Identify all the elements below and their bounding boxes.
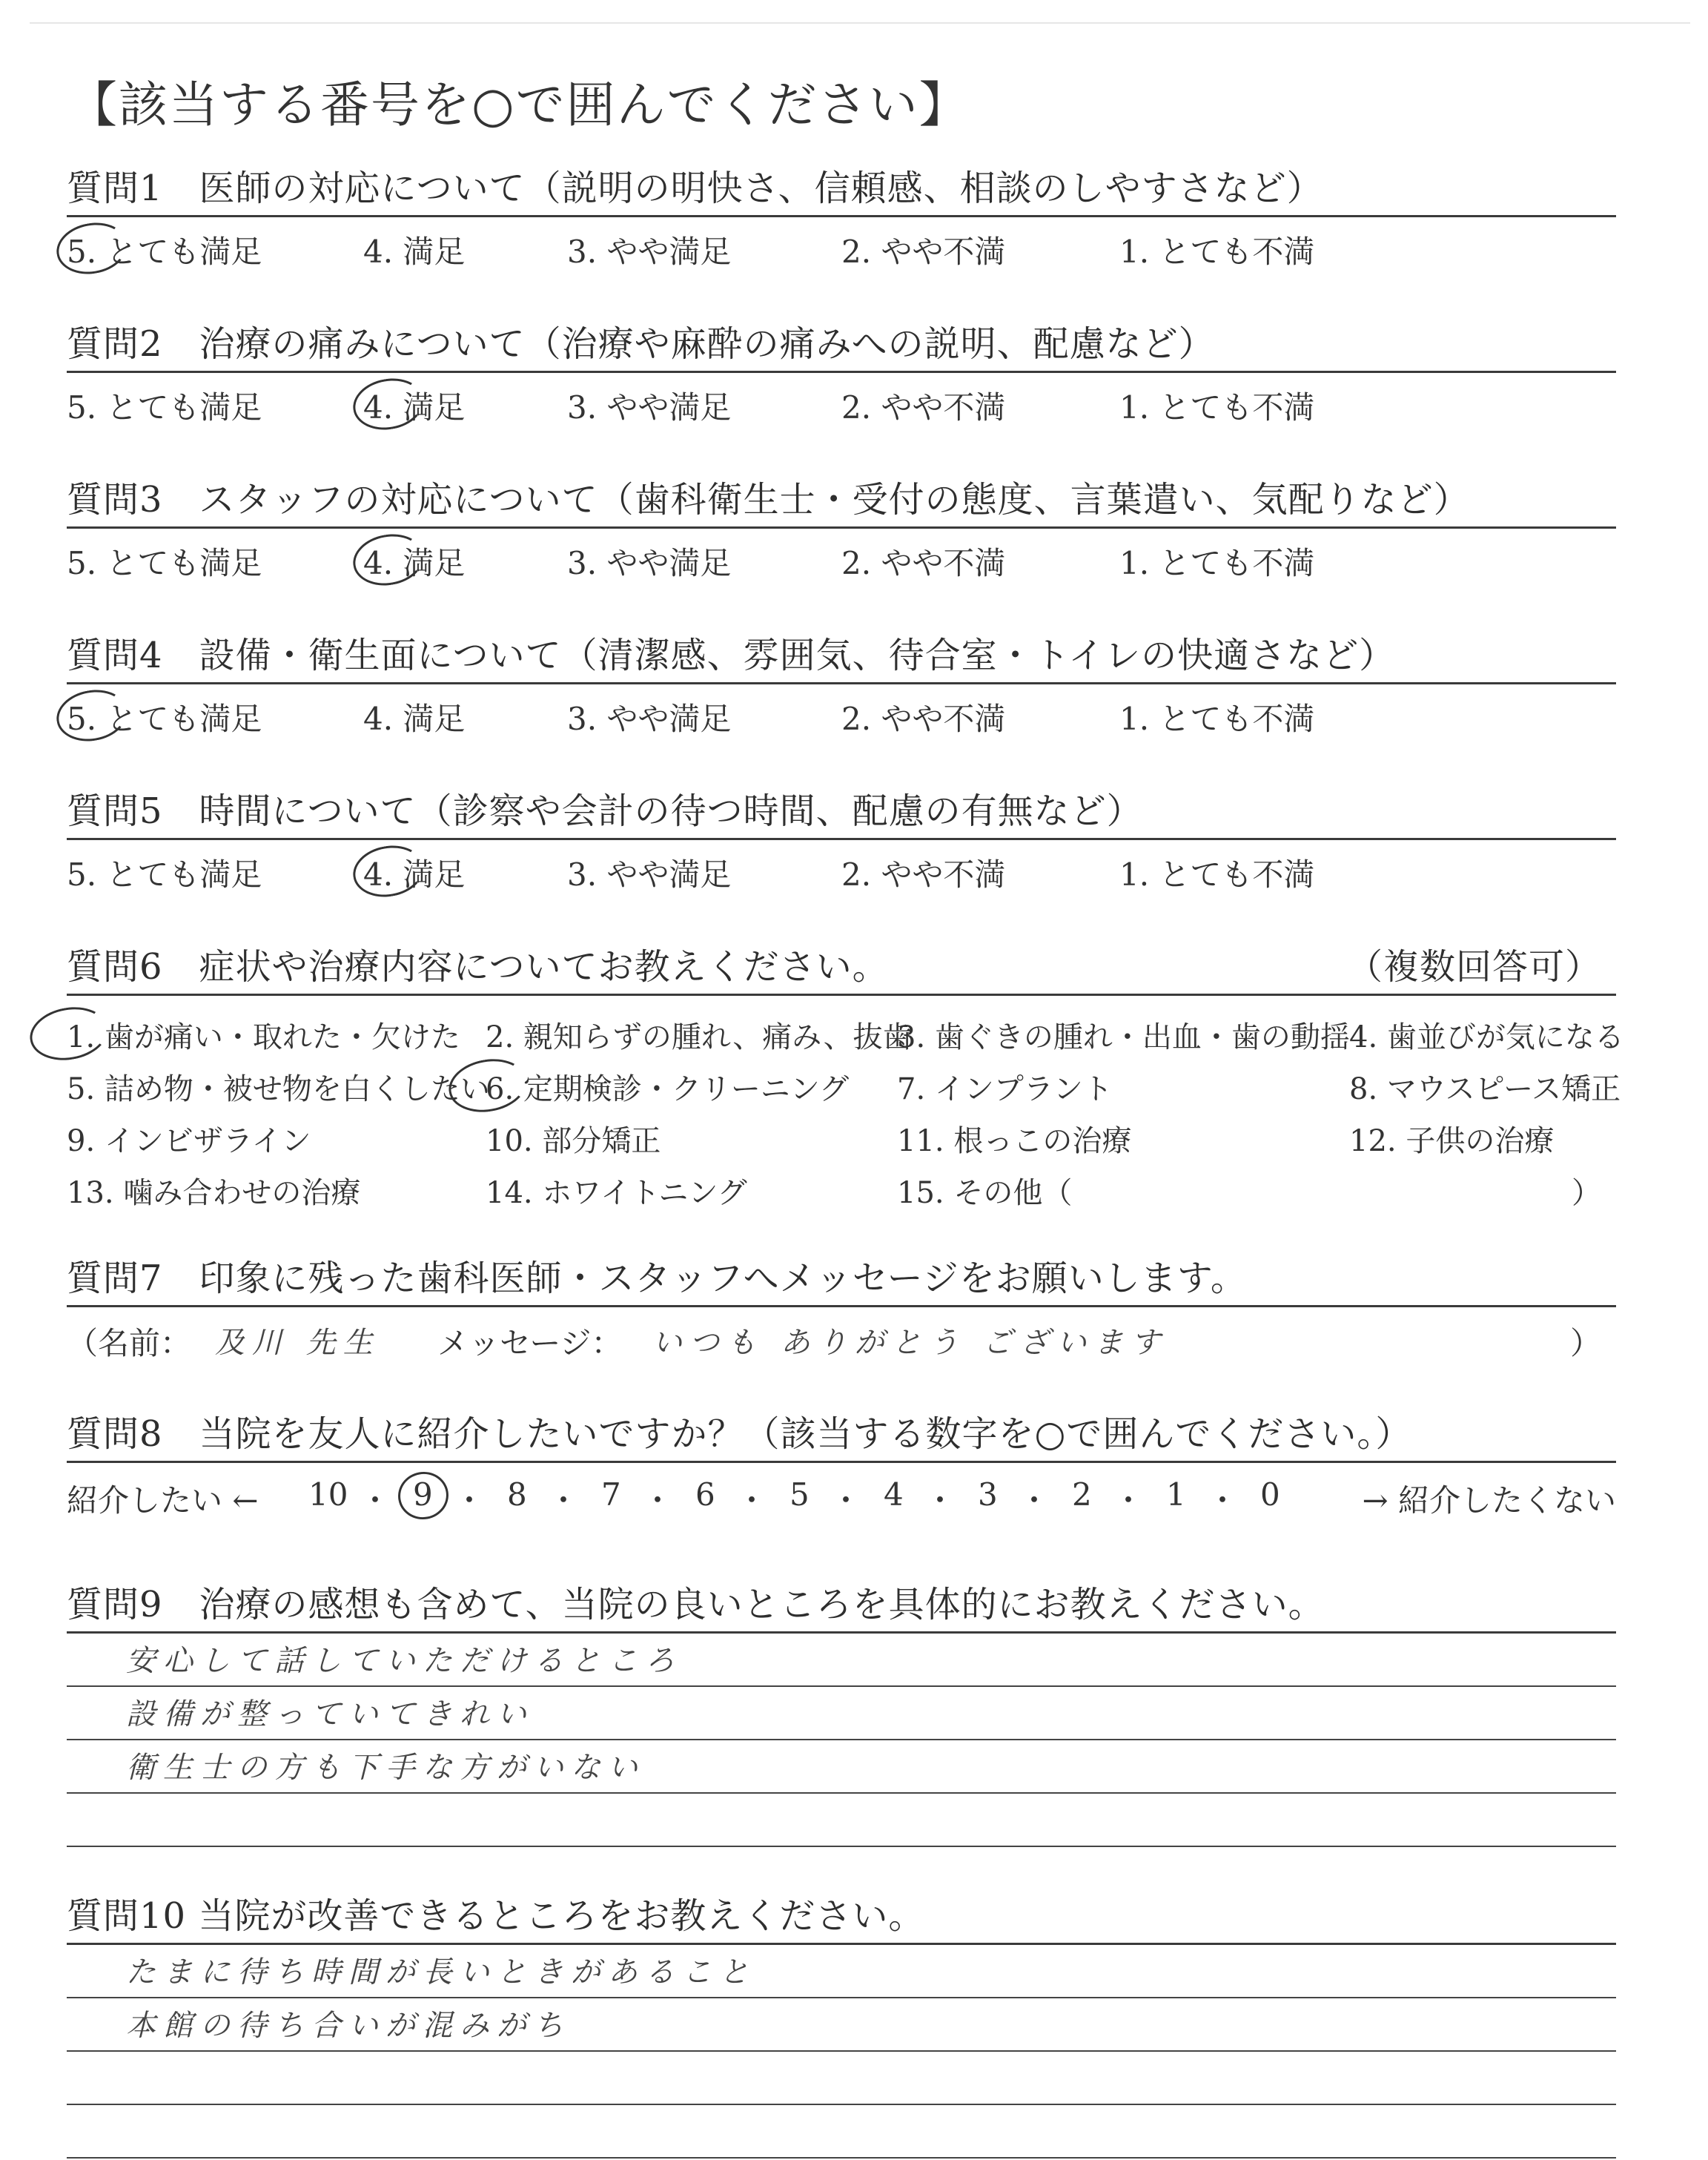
name-label: （名前： (67, 1325, 192, 1361)
question-9-title: 質問9 治療の感想も含めて、当院の良いところを具体的にお教えください。 (67, 1584, 1325, 1625)
message-close-paren: ） (1569, 1325, 1601, 1361)
answer-text: たまに待ち時間が長いときがあること (126, 1955, 756, 1989)
answer-text: 安心して話していただけるところ (126, 1644, 682, 1678)
rating-option[interactable]: 4. 満足 (363, 234, 466, 270)
scale-left-label: 紹介したい ← (67, 1482, 259, 1519)
answer-line[interactable] (67, 1998, 1616, 2052)
question-9 (67, 1576, 1616, 1847)
rating-option[interactable]: 3. やや満足 (567, 545, 732, 581)
rating-option[interactable]: 4. 満足 (363, 545, 466, 581)
answer-text: 衛生士の方も下手な方がいない (126, 1751, 645, 1785)
rating-option[interactable]: 2. やや不満 (841, 545, 1006, 581)
rating-option[interactable]: 3. やや満足 (567, 856, 732, 893)
question-6 (67, 938, 1624, 1236)
question-2 (67, 315, 1616, 428)
rating-option[interactable]: 2. やや不満 (841, 701, 1006, 737)
other-close-paren: ） (1572, 1176, 1601, 1210)
message-value[interactable]: いつも ありがとう ございます (652, 1326, 1168, 1360)
symptom-option[interactable]: 3. 歯ぐきの腫れ・出血・歯の動揺 (897, 1020, 1350, 1054)
question-1-title: 質問1 医師の対応について（説明の明快さ、信頼感、相談のしやすさなど） (67, 168, 1323, 209)
answer-line[interactable] (67, 1634, 1616, 1687)
scale-number[interactable]: 3 (978, 1476, 998, 1513)
symptom-option[interactable]: 13. 噛み合わせの治療 (67, 1176, 361, 1210)
question-2-options (67, 376, 1616, 428)
question-6-title: 質問6 症状や治療内容についてお教えください。 (67, 946, 889, 988)
scale-separator: ・ (1019, 1482, 1050, 1519)
rating-option[interactable]: 4. 満足 (363, 389, 466, 426)
answer-line[interactable] (67, 1687, 1616, 1740)
scale-separator: ・ (548, 1482, 580, 1519)
question-9-answers (67, 1634, 1616, 1847)
symptom-option[interactable]: 11. 根っこの治療 (897, 1124, 1132, 1158)
rating-option[interactable]: 2. やや不満 (841, 389, 1006, 426)
symptom-option[interactable]: 12. 子供の治療 (1349, 1124, 1555, 1158)
rating-option[interactable]: 5. とても満足 (67, 234, 262, 270)
question-3-rule (67, 526, 1616, 529)
question-8-title: 質問8 当院を友人に紹介したいですか？（該当する数字を○で囲んでください。） (67, 1413, 1412, 1455)
symptom-option[interactable]: 9. インビザライン (67, 1124, 311, 1158)
rating-option[interactable]: 5. とても満足 (67, 389, 262, 426)
scale-separator: ・ (642, 1482, 674, 1519)
answer-line[interactable] (67, 1740, 1616, 1794)
rating-option[interactable]: 1. とても不満 (1119, 389, 1315, 426)
symptom-option[interactable]: 10. 部分矯正 (486, 1124, 661, 1158)
scale-separator: ・ (360, 1482, 391, 1519)
question-7-message-line (67, 1312, 1616, 1359)
page-heading: 【該当する番号を○で囲んでください】 (68, 76, 970, 133)
scale-number[interactable]: 0 (1260, 1476, 1280, 1513)
scale-number[interactable]: 9 (413, 1476, 433, 1513)
question-7-rule (67, 1305, 1616, 1307)
question-4 (67, 627, 1616, 739)
scale-number[interactable]: 5 (790, 1476, 810, 1513)
question-6-options (67, 999, 1624, 1236)
rating-option[interactable]: 1. とても不満 (1119, 856, 1315, 893)
name-value[interactable]: 及川 先生 (215, 1326, 380, 1360)
scale-separator: ・ (454, 1482, 486, 1519)
question-3-options (67, 532, 1616, 584)
symptom-option[interactable]: 5. 詰め物・被せ物を白くしたい (67, 1072, 490, 1106)
rating-option[interactable]: 1. とても不満 (1119, 545, 1315, 581)
rating-option[interactable]: 1. とても不満 (1119, 701, 1315, 737)
answer-line[interactable] (67, 1945, 1616, 1998)
scale-number[interactable]: 10 (308, 1476, 348, 1513)
question-5 (67, 782, 1616, 895)
symptom-option[interactable]: 4. 歯並びが気になる (1349, 1020, 1624, 1054)
rating-option[interactable]: 2. やや不満 (841, 856, 1006, 893)
scale-number[interactable]: 6 (695, 1476, 715, 1513)
referral-scale (67, 1469, 1616, 1519)
question-7-title: 質問7 印象に残った歯科医師・スタッフへメッセージをお願いします。 (67, 1258, 1247, 1299)
rating-option[interactable]: 3. やや満足 (567, 234, 732, 270)
question-7 (67, 1249, 1616, 1359)
question-5-options (67, 843, 1616, 895)
selection-circle (445, 1053, 532, 1117)
question-2-rule (67, 371, 1616, 373)
selection-circle (26, 1001, 113, 1066)
symptom-option[interactable]: 2. 親知らずの腫れ、痛み、抜歯 (486, 1020, 913, 1054)
question-1-rule (67, 215, 1616, 217)
symptom-option[interactable]: 6. 定期検診・クリーニング (486, 1072, 850, 1106)
scale-separator: ・ (830, 1482, 862, 1519)
scale-separator: ・ (924, 1482, 956, 1519)
question-6-note: （複数回答可） (1346, 946, 1601, 988)
top-divider (30, 22, 1690, 24)
symptom-option[interactable]: 8. マウスピース矯正 (1349, 1072, 1621, 1106)
rating-option[interactable]: 5. とても満足 (67, 545, 262, 581)
scale-number[interactable]: 7 (601, 1476, 621, 1513)
scale-number[interactable]: 2 (1072, 1476, 1092, 1513)
question-8 (67, 1405, 1616, 1519)
scale-number[interactable]: 8 (507, 1476, 527, 1513)
rating-option[interactable]: 5. とても満足 (67, 701, 262, 737)
scale-number[interactable]: 4 (884, 1476, 904, 1513)
question-4-rule (67, 682, 1616, 684)
question-5-rule (67, 838, 1616, 840)
question-10 (67, 1887, 1616, 2159)
rating-option[interactable]: 4. 満足 (363, 856, 466, 893)
question-10-answers (67, 1945, 1616, 2159)
answer-line[interactable] (67, 2105, 1616, 2159)
message-label: メッセージ： (437, 1325, 623, 1361)
question-4-title: 質問4 設備・衛生面について（清潔感、雰囲気、待合室・トイレの快適さなど） (67, 635, 1396, 676)
symptom-option[interactable]: 1. 歯が痛い・取れた・欠けた (67, 1020, 460, 1054)
question-2-title: 質問2 治療の痛みについて（治療や麻酔の痛みへの説明、配慮など） (67, 323, 1215, 365)
question-6-rule (67, 994, 1616, 996)
question-1 (67, 159, 1616, 272)
rating-option[interactable]: 3. やや満足 (567, 701, 732, 737)
rating-option[interactable]: 5. とても満足 (67, 856, 262, 893)
answer-text: 設備が整っていてきれい (126, 1697, 534, 1731)
symptom-option[interactable]: 7. インプラント (897, 1072, 1113, 1106)
symptom-option[interactable]: 14. ホワイトニング (486, 1176, 747, 1210)
question-10-title: 質問10 当院が改善できるところをお教えください。 (67, 1895, 925, 1937)
question-1-options (67, 220, 1616, 272)
scale-separator: ・ (736, 1482, 768, 1519)
question-5-title: 質問5 時間について（診察や会計の待つ時間、配慮の有無など） (67, 790, 1143, 832)
rating-option[interactable]: 1. とても不満 (1119, 234, 1315, 270)
answer-text: 本館の待ち合いが混みがち (126, 2009, 571, 2043)
question-4-options (67, 687, 1616, 739)
symptom-option[interactable]: 15. その他（ (897, 1176, 1073, 1210)
scale-right-label: → 紹介したくない (1362, 1482, 1616, 1519)
scale-separator: ・ (1207, 1482, 1239, 1519)
answer-line[interactable] (67, 1794, 1616, 1847)
selection-circle (394, 1468, 452, 1524)
question-8-rule (67, 1461, 1616, 1463)
rating-option[interactable]: 2. やや不満 (841, 234, 1006, 270)
rating-option[interactable]: 4. 満足 (363, 701, 466, 737)
answer-line[interactable] (67, 2052, 1616, 2105)
scale-number[interactable]: 1 (1166, 1476, 1186, 1513)
question-3-title: 質問3 スタッフの対応について（歯科衛生士・受付の態度、言葉遣い、気配りなど） (67, 479, 1470, 521)
scale-separator: ・ (1113, 1482, 1145, 1519)
rating-option[interactable]: 3. やや満足 (567, 389, 732, 426)
question-3 (67, 471, 1616, 584)
